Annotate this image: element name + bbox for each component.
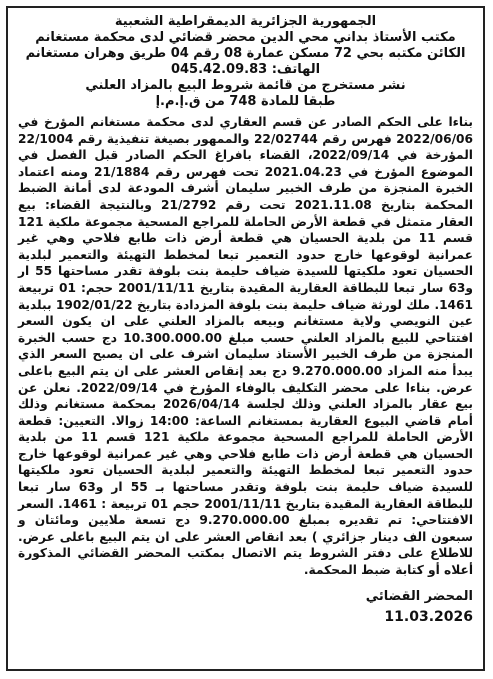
signature-role: المحضر القضائي [365, 588, 473, 604]
notice-body [18, 114, 473, 579]
legal-reference: طبقا للمادة 748 من ق.إ.م.إ [155, 94, 336, 109]
office-address: الكائن مكتبه بحي 72 مسكن عمارة 08 رقم 04 طريق وهران مستغانم [25, 46, 466, 61]
signature-date: 11.03.2026 [384, 608, 473, 625]
office-phone: الهاتف: 045.42.09.83 [170, 62, 321, 77]
notice-header [18, 14, 473, 110]
legal-notice [6, 6, 485, 671]
notice-title: نشر مستخرج من قائمة شروط البيع بالمزاد العلني [85, 78, 406, 93]
republic-name: الجمهورية الجزائرية الديمقراطية الشعبية [114, 14, 377, 29]
signature-block [18, 589, 473, 625]
notice-paragraph: بناءا على الحكم الصادر عن قسم العقاري لدى محكمة مستغانم المؤرخ في 2022/06/06 فهرس رقم 22/02744 والممهور بصيغة تنفيذية رقم 22/1004 المؤرخة في 2022/09/14، القضاء بافراغ الحكم الصادر قبل الفصل في الموضوع المؤرخ في 2021.04.23 تحت فهرس رقم 21/1884 ومنه اعتماد الخبرة المنجزة من طرف الخبير سليمان أشرف المودعة لدى أمانة الضبط المحكمة بتاريخ 2021.11.08 تحت رقم 21/2792 وبالنتيجة القضاء: بيع العقار متمثل في قطعة الأرض الحاملة للمراجع المسحية مجموعة ملكية 121 قسم 11 من بلدية الحسيان هي قطعة أرض ذات طابع فلاحي وهي غير عمرانية لوقوعها خارج حدود التعمير تبعا لمخطط التهيئة والتعمير لبلدية الحسيان تعود ملكيتها للسيدة ضياف حليمة بنت بلوفة تقدر مساحتها 55 ار و63 سار تبعا للبطاقة العقارية المقيدة بتاريخ 2001/11/11 حجم: 01 تربيعة 1461. ملك لورثة ضياف حليمة بنت بلوفة المزدادة بتاريخ 1902/01/22 ببلدية عين النويصي ولاية مستغانم وبيعه بالمزاد العلني على ان يكون السعر افتتاحي للبيع بالمزاد العلني حسب مبلغ 10.300.000.00 دج حسب الخبرة المنجزة من طرف الخبير الأستاذ سليمان اشرف على ان يصبح السعر الذي يبدأ منه المزاد 9.270.000.00 دج بعد إنقاص العشر على ان يتم البيع باعلى عرض. بناءا على محضر التكليف بالوفاء المؤرخ في 2022/09/14. نعلن عن بيع عقار بالمزاد العلني وذلك لجلسة 2026/04/14 بمحكمة مستغانم وذلك أمام قاضي البيوع العقارية بمستغانم الساعة: 14:00 زوالا. التعيين: قطعة الأرض الحاملة للمراجع المسحية مجموعة ملكية 121 قسم 11 من بلدية الحسيان هي قطعة أرض ذات طابع فلاحي وهي غير عمرانية لوقوعها خارج حدود التعمير تبعا لمخطط التهيئة والتعمير لبلدية الحسيان تعود ملكيتها للسيدة ضياف حليمة بنت بلوفة وتقدر مساحتها بـ 55 ار و63 سار تبعا للبطاقة العقارية المقيدة بتاريخ 2001/11/11 حجم 01 تربيعة : 1461. السعر الافتتاحي: تم تقديره بمبلغ 9.270.000.00 دج تسعة ملايين ومائتان و سبعون الف دينار جزائري ) بعد انقاص العشر على ان يتم البيع باعلى عرض. للاطلاع على دفتر الشروط يتم الاتصال بمكتب المحضر القضائي المذكورة أعلاه أو كتابة ضبط المحكمة. [18, 115, 474, 578]
office-name: مكتب الأستاذ بداني محي الدين محضر قضائي لدى محكمة مستغانم [35, 30, 456, 45]
